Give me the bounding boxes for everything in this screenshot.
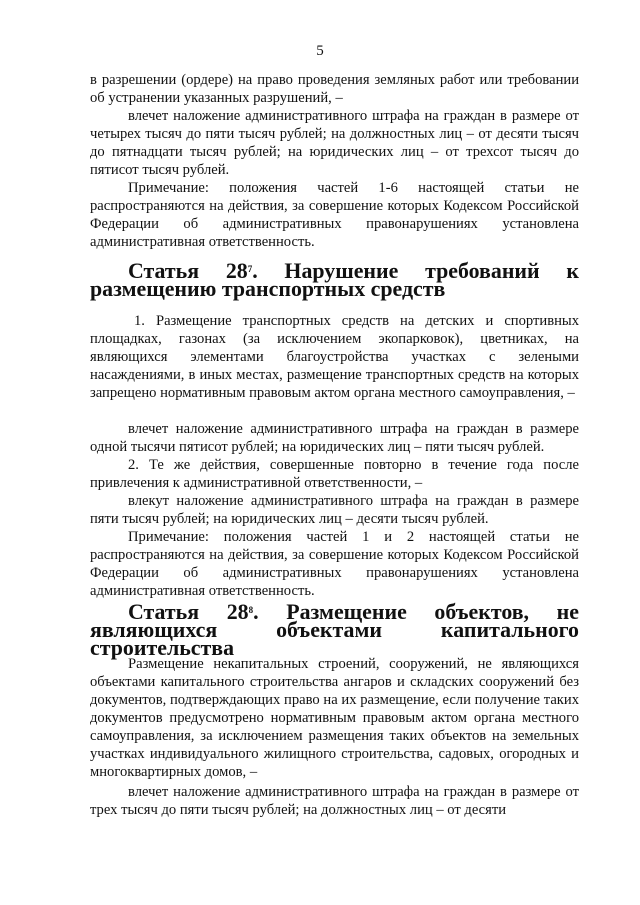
paragraph-penalty: влечет наложение административного штрафа на граждан в размере от четырех тысяч до пяти тысяч рублей; на должностных лиц – от десяти тысяч до пятнадцати тысяч рублей; на юридических лиц – от трехсот тысяч до пятисот тысяч рублей. [90, 108, 579, 178]
paragraph-note: Примечание: положения частей 1-6 настоящей статьи не распространяются на действия, за совершение которых Кодексом Российской Федерации об административных правонарушениях установлена административная ответственность. [90, 180, 579, 250]
article-28-8-heading [90, 599, 579, 660]
article-28-8-penalty: влечет наложение административного штрафа на граждан в размере от трех тысяч до пяти тысяч рублей; на должностных лиц – от десяти [90, 784, 579, 818]
article-28-7-prefix: Статья 28 [128, 258, 248, 283]
article-28-8-prefix: Статья 28 [128, 599, 249, 624]
article-28-8-sup: 8 [248, 605, 254, 615]
article-28-7-heading [90, 258, 579, 301]
article-28-7-penalty-1: влечет наложение административного штрафа на граждан в размере одной тысячи пятисот рублей; на юридических лиц – пяти тысяч рублей. [90, 421, 579, 455]
article-28-7-penalty-2: влекут наложение административного штрафа на граждан в размере пяти тысяч рублей; на юридических лиц – десяти тысяч рублей. [90, 493, 579, 527]
page-number: 5 [316, 43, 324, 59]
paragraph-continuation: в разрешении (ордере) на право проведения земляных работ или требовании об устранении указанных разрушений, – [90, 72, 579, 106]
article-28-7-note: Примечание: положения частей 1 и 2 настоящей статьи не распространяются на действия, за совершение которых Кодексом Российской Федерации об административных правонарушениях установлена административная ответственность. [90, 529, 579, 599]
article-28-7-sup: 7 [247, 264, 253, 274]
article-28-7-part-1: 1. Размещение транспортных средств на детских и спортивных площадках, газонах (за исключением экопарковок), цветниках, на являющихся элементами благоустройства участках с зелеными насаждениями, в иных местах, размещение транспортных средств на которых запрещено нормативным правовым актом органа местного самоуправления, – [90, 313, 579, 401]
article-28-7-title: . Нарушение требований к размещению транспортных средств [90, 258, 579, 301]
article-28-7-part-2: 2. Те же действия, совершенные повторно в течение года после привлечения к административной ответственности, – [90, 457, 579, 491]
article-28-8-title: . Размещение объектов, не являющихся объектами капитального строительства [90, 599, 579, 660]
article-28-8-part-1: Размещение некапитальных строений, сооружений, не являющихся объектами капитального строительства ангаров и складских сооружений без документов, подтверждающих право на их размещение, если получение таких документов предусмотрено нормативным правовым актом органа местного самоуправления, за исключением размещения таких объектов на земельных участках индивидуального жилищного строительства, садовых, огородных и многоквартирных домов, – [90, 656, 579, 780]
